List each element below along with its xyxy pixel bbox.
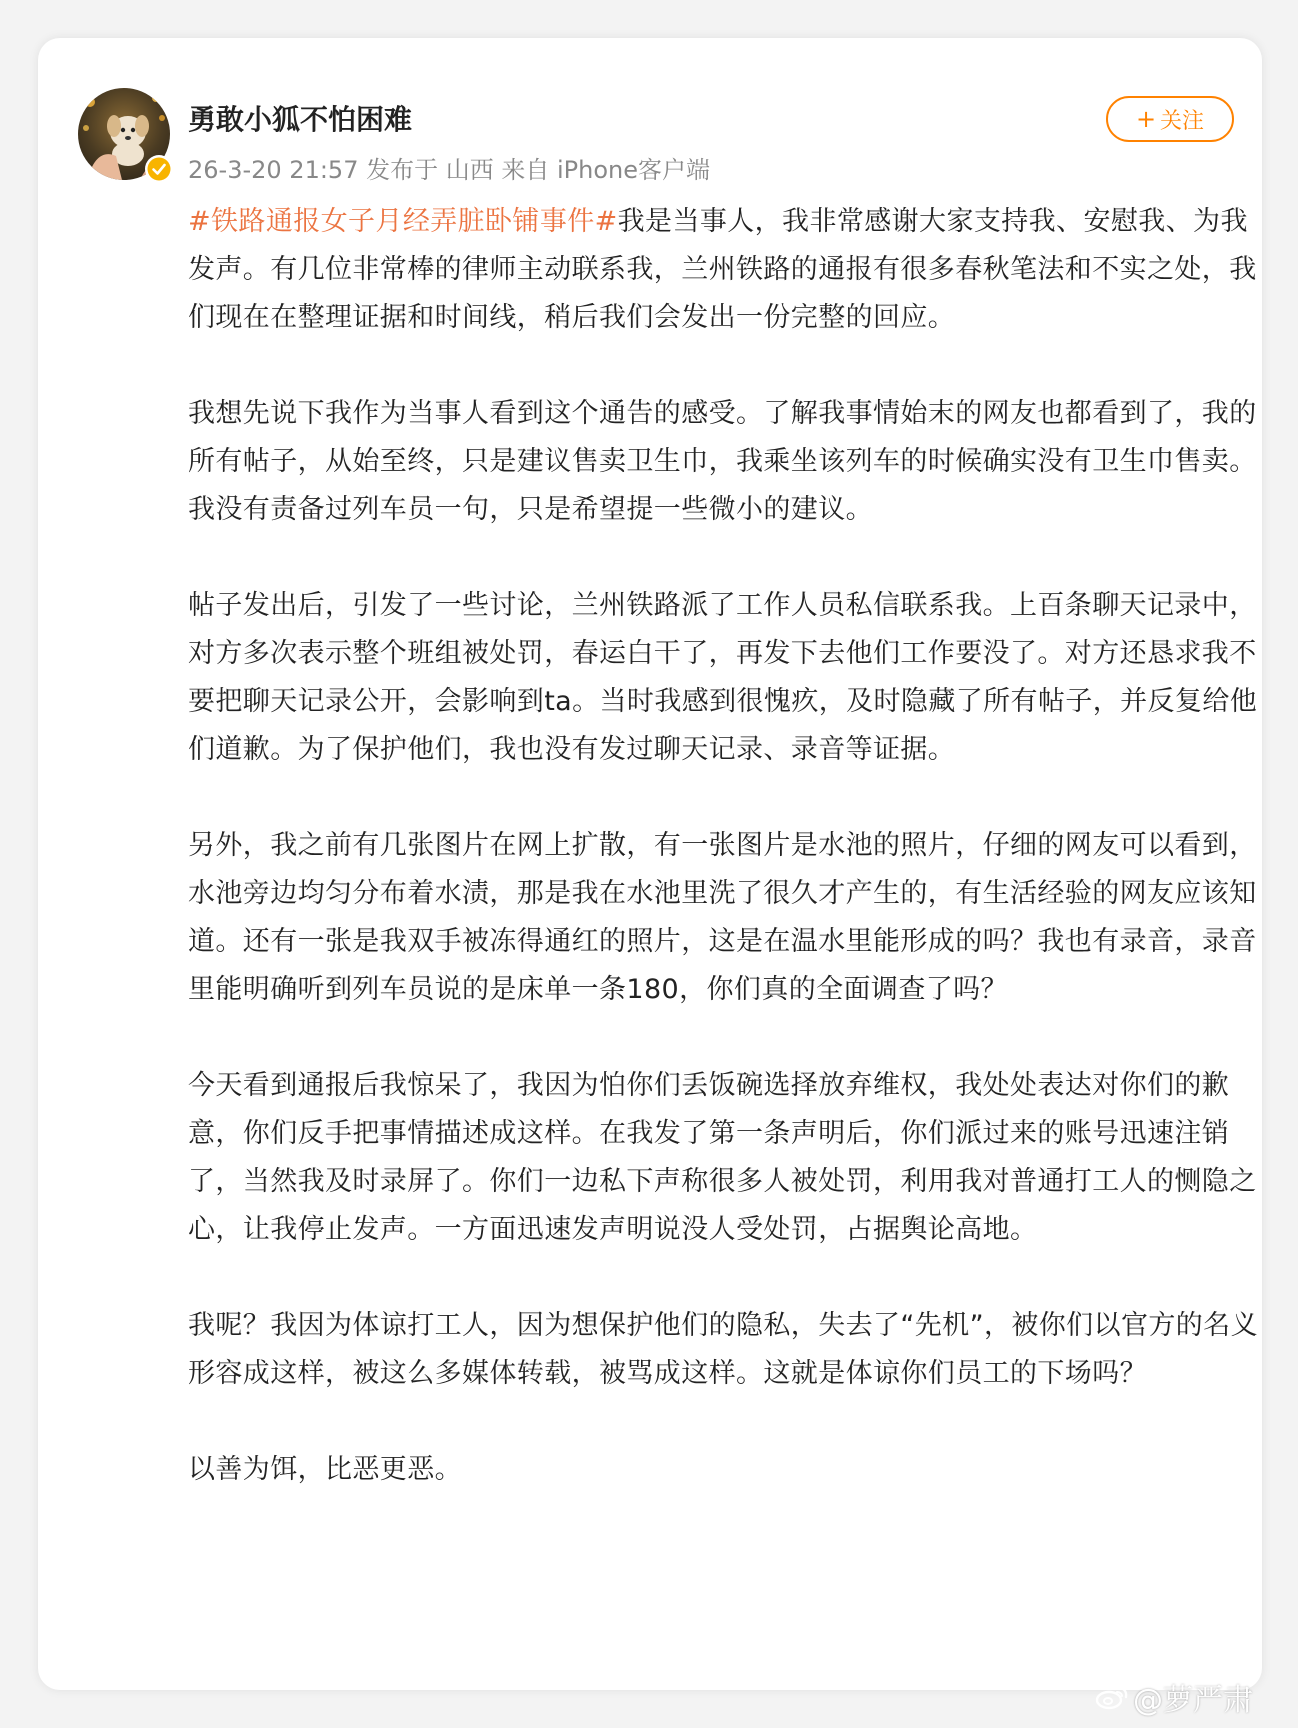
author-avatar[interactable]: [78, 88, 170, 180]
watermark-text: @萝严肃: [1133, 1683, 1253, 1718]
plus-icon: +: [1135, 105, 1157, 133]
follow-button[interactable]: [1106, 96, 1234, 142]
paragraph-text: 我是当事人，我非常感谢大家支持我、安慰我、为我发声。有几位非常棒的律师主动联系我，兰州铁路的通报有很多春秋笔法和不实之处，我们现在在整理证据和时间线，稍后我们会发出一份完整的回应。: [188, 206, 1257, 333]
weibo-logo-icon: [1095, 1683, 1129, 1711]
paragraph: 另外，我之前有几张图片在网上扩散，有一张图片是水池的照片，仔细的网友可以看到，水池旁边均匀分布着水渍，那是我在水池里洗了很久才产生的，有生活经验的网友应该知道。还有一张是我双手被冻得通红的照片，这是在温水里能形成的吗？我也有录音，录音里能明确听到列车员说的是床单一条180，你们真的全面调查了吗？: [188, 830, 1257, 1005]
follow-label: 关注: [1160, 108, 1205, 134]
paragraph: [188, 198, 1260, 342]
paragraph: 帖子发出后，引发了一些讨论，兰州铁路派了工作人员私信联系我。上百条聊天记录中，对方多次表示整个班组被处罚，春运白干了，再发下去他们工作要没了。对方还恳求我不要把聊天记录公开，会影响到ta。当时我感到很愧疚，及时隐藏了所有帖子，并反复给他们道歉。为了保护他们，我也没有发过聊天记录、录音等证据。: [188, 590, 1258, 765]
paragraph: 我呢？我因为体谅打工人，因为想保护他们的隐私，失去了“先机”，被你们以官方的名义形容成这样，被这么多媒体转载，被骂成这样。这就是体谅你们员工的下场吗？: [188, 1310, 1258, 1389]
author-name[interactable]: 勇敢小狐不怕困难: [188, 103, 413, 136]
paragraph: 今天看到通报后我惊呆了，我因为怕你们丢饭碗选择放弃维权，我处处表达对你们的歉意，你们反手把事情描述成这样。在我发了第一条声明后，你们派过来的账号迅速注销了，当然我及时录屏了。你们一边私下声称很多人被处罚，利用我对普通打工人的恻隐之心，让我停止发声。一方面迅速发声明说没人受处罚，占据舆论高地。: [188, 1070, 1257, 1245]
post-content: [188, 198, 1260, 1542]
weibo-post-card: [38, 38, 1262, 1690]
verified-badge-icon: [144, 154, 174, 184]
watermark: [1095, 1675, 1253, 1719]
paragraph: 以善为饵，比恶更恶。: [188, 1454, 462, 1485]
paragraph: 我想先说下我作为当事人看到这个通告的感受。了解我事情始末的网友也都看到了，我的所有帖子，从始至终，只是建议售卖卫生巾，我乘坐该列车的时候确实没有卫生巾售卖。我没有责备过列车员一句，只是希望提一些微小的建议。: [188, 398, 1257, 525]
post-meta: 26-3-20 21:57 发布于 山西 来自 iPhone客户端: [188, 156, 710, 184]
hashtag-link[interactable]: #铁路通报女子月经弄脏卧铺事件#: [188, 206, 618, 237]
